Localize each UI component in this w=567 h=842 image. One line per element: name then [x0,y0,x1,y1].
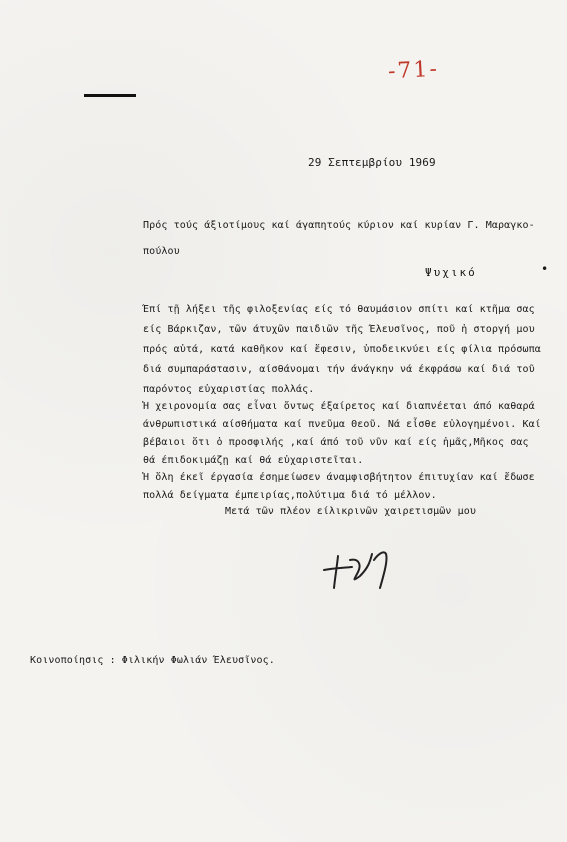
page-number: -71- [387,56,440,85]
body-line: βέβαιοι ὅτι ὁ προσφιλής ,καί άπό τοῦ νῦν καί είς ἡμᾶς,Μῆκος σας [143,437,529,448]
body-line: διά συμπαράστασιν, αίσθάνομαι τήν άνάγκην νά έκφράσω καί διά τοῦ [143,364,535,375]
body-line: πρός αὐτά, κατά καθῆκον καί ἔφεσιν, ὑποδεικνύει είς φίλια πρόσωπα [143,344,541,355]
closing-salutation: Μετά τῶν πλέον είλικρινῶν χαιρετισμῶν μου [225,506,476,517]
cc-line: Κοινοποίησις : Φιλικήν Φωλιάν Έλευσῖνος. [30,655,275,666]
letter-date: 29 Σεπτεμβρίου 1969 [308,156,436,169]
body-line: πολλά δείγματα έμπειρίας,πολύτιμα διά τό μέλλον. [143,490,437,501]
city-name: Ψυχικό [425,266,477,279]
top-rule [84,94,136,97]
body-line: Έπί τῇ λήξει τῆς φιλοξενίας είς τό θαυμάσιον σπίτι καί κτῆμα σας [143,304,535,315]
body-line: θά έπιδοκιμάζῃ καί θά εὐχαριστεῖται. [143,455,364,466]
handwritten-signature [318,540,408,600]
body-line: Ἡ χειρονομία σας εἶναι ὄντως έξαίρετος καί διαπνέεται άπό καθαρά [143,401,535,412]
body-line: είς Βάρκιζαν, τῶν άτυχῶν παιδιῶν τῆς Έλευσῖνος, ποῦ ἡ στοργή μου [143,324,535,335]
body-line: Ἡ ὅλη έκεῖ έργασία έσημείωσεν άναμφισβήτητον έπιτυχίαν καί ἔδωσε [143,472,535,483]
address-line-2: πούλου [143,246,180,257]
address-line-1: Πρός τούς άξιοτίμους καί άγαπητούς κύριον καί κυρίαν Γ. Μαραγκο- [143,220,535,231]
body-line: άνθρωπιστικά αίσθήματα καί πνεῦμα Θεοῦ. Νά εἶσθε εὐλογημένοι. Καί [143,419,541,430]
city-mark: • [541,262,549,276]
body-line: παρόντος εὐχαριστίας πολλάς. [143,384,315,395]
